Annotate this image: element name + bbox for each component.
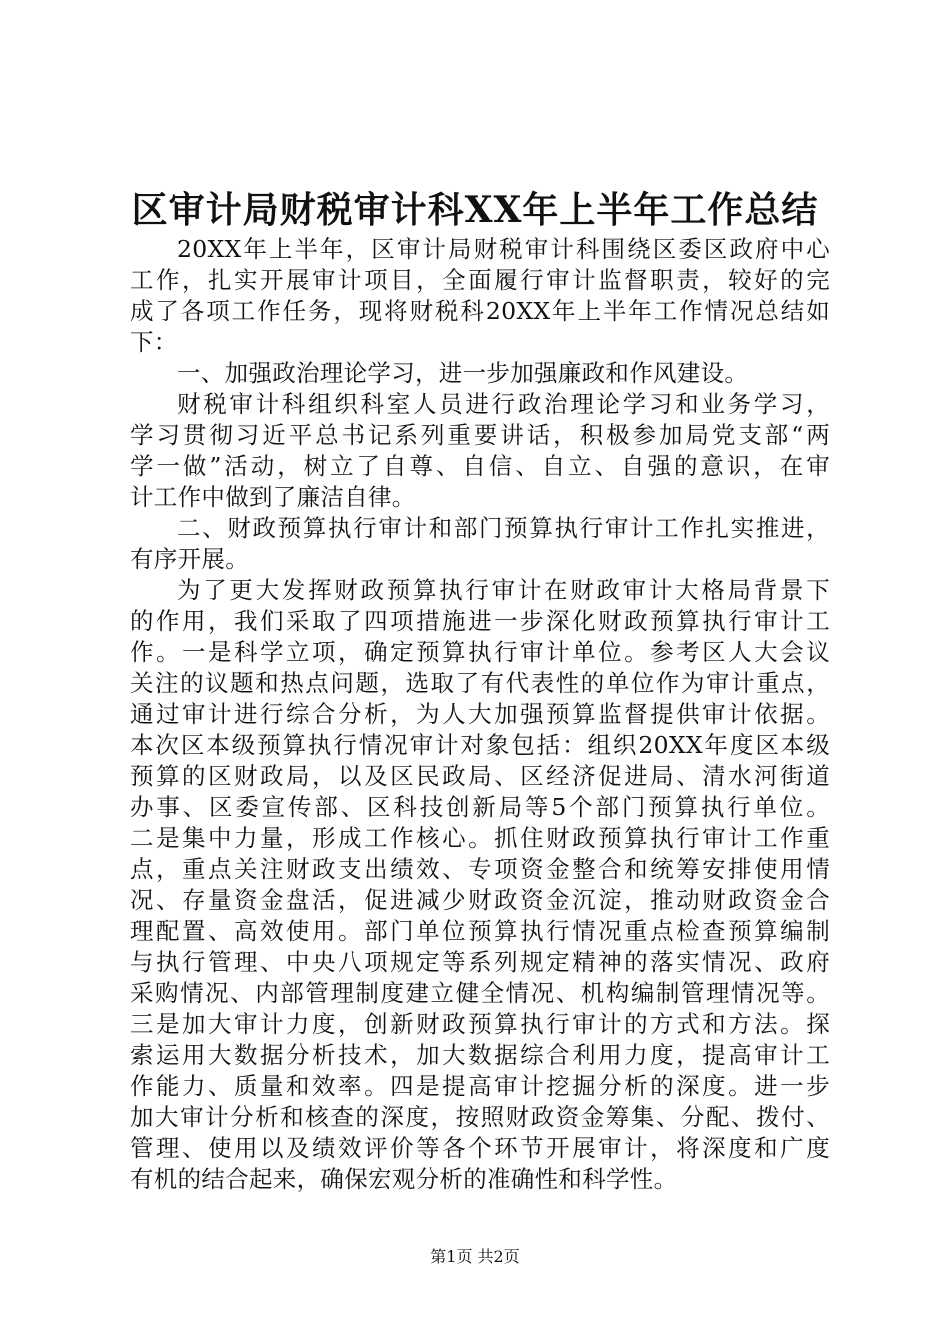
text-line: 有序开展。 <box>130 545 249 573</box>
text-line: 预算的区财政局，以及区民政局、区经济促进局、清水河街道 <box>130 762 830 790</box>
text-line: 作能力、质量和效率。四是提高审计挖掘分析的深度。进一步 <box>130 1072 830 1100</box>
text-line: 计工作中做到了廉洁自律。 <box>130 483 416 511</box>
document-body <box>130 234 830 1195</box>
text-line: 一、加强政治理论学习，进一步加强廉政和作风建设。 <box>177 359 749 387</box>
text-line: 20XX年上半年，区审计局财税审计科围绕区委区政府中心 <box>177 235 830 263</box>
text-line: 采购情况、内部管理制度建立健全情况、机构编制管理情况等。 <box>130 979 830 1007</box>
text-line: 财税审计科组织科室人员进行政治理论学习和业务学习， <box>177 390 830 418</box>
text-line: 本次区本级预算执行情况审计对象包括：组织20XX年度区本级 <box>130 731 830 759</box>
text-line: 二、财政预算执行审计和部门预算执行审计工作扎实推进， <box>177 514 830 542</box>
text-line: 通过审计进行综合分析，为人大加强预算监督提供审计依据。 <box>130 700 830 728</box>
page-number-footer: 第1页 共2页 <box>430 1247 520 1266</box>
text-line: 成了各项工作任务，现将财税科20XX年上半年工作情况总结如 <box>130 297 830 325</box>
text-line: 有机的结合起来，确保宏观分析的准确性和科学性。 <box>130 1165 678 1193</box>
text-line: 工作，扎实开展审计项目，全面履行审计监督职责，较好的完 <box>130 266 830 294</box>
text-line: 理配置、高效使用。部门单位预算执行情况重点检查预算编制 <box>130 917 830 945</box>
text-line: 的作用，我们采取了四项措施进一步深化财政预算执行审计工 <box>130 607 830 635</box>
text-line: 管理、使用以及绩效评价等各个环节开展审计，将深度和广度 <box>130 1134 830 1162</box>
text-line: 关注的议题和热点问题，选取了有代表性的单位作为审计重点， <box>130 669 830 697</box>
text-line: 为了更大发挥财政预算执行审计在财政审计大格局背景下 <box>177 576 830 604</box>
text-line: 与执行管理、中央八项规定等系列规定精神的落实情况、政府 <box>130 948 830 976</box>
text-line: 索运用大数据分析技术，加大数据综合利用力度，提高审计工 <box>130 1041 830 1069</box>
text-line: 况、存量资金盘活，促进减少财政资金沉淀，推动财政资金合 <box>130 886 830 914</box>
text-line: 学一做”活动，树立了自尊、自信、自立、自强的意识，在审 <box>130 452 830 480</box>
text-line: 三是加大审计力度，创新财政预算执行审计的方式和方法。探 <box>130 1010 830 1038</box>
text-line: 下： <box>130 328 178 356</box>
text-line: 作。一是科学立项，确定预算执行审计单位。参考区人大会议 <box>130 638 830 666</box>
text-line: 办事、区委宣传部、区科技创新局等5个部门预算执行单位。 <box>130 793 830 821</box>
text-line: 加大审计分析和核查的深度，按照财政资金筹集、分配、拨付、 <box>130 1103 830 1131</box>
text-line: 学习贯彻习近平总书记系列重要讲话，积极参加局党支部“两 <box>130 421 830 449</box>
document-title: 区审计局财税审计科XX年上半年工作总结 <box>131 189 819 231</box>
text-line: 二是集中力量，形成工作核心。抓住财政预算执行审计工作重 <box>130 824 830 852</box>
text-line: 点，重点关注财政支出绩效、专项资金整合和统筹安排使用情 <box>130 855 830 883</box>
